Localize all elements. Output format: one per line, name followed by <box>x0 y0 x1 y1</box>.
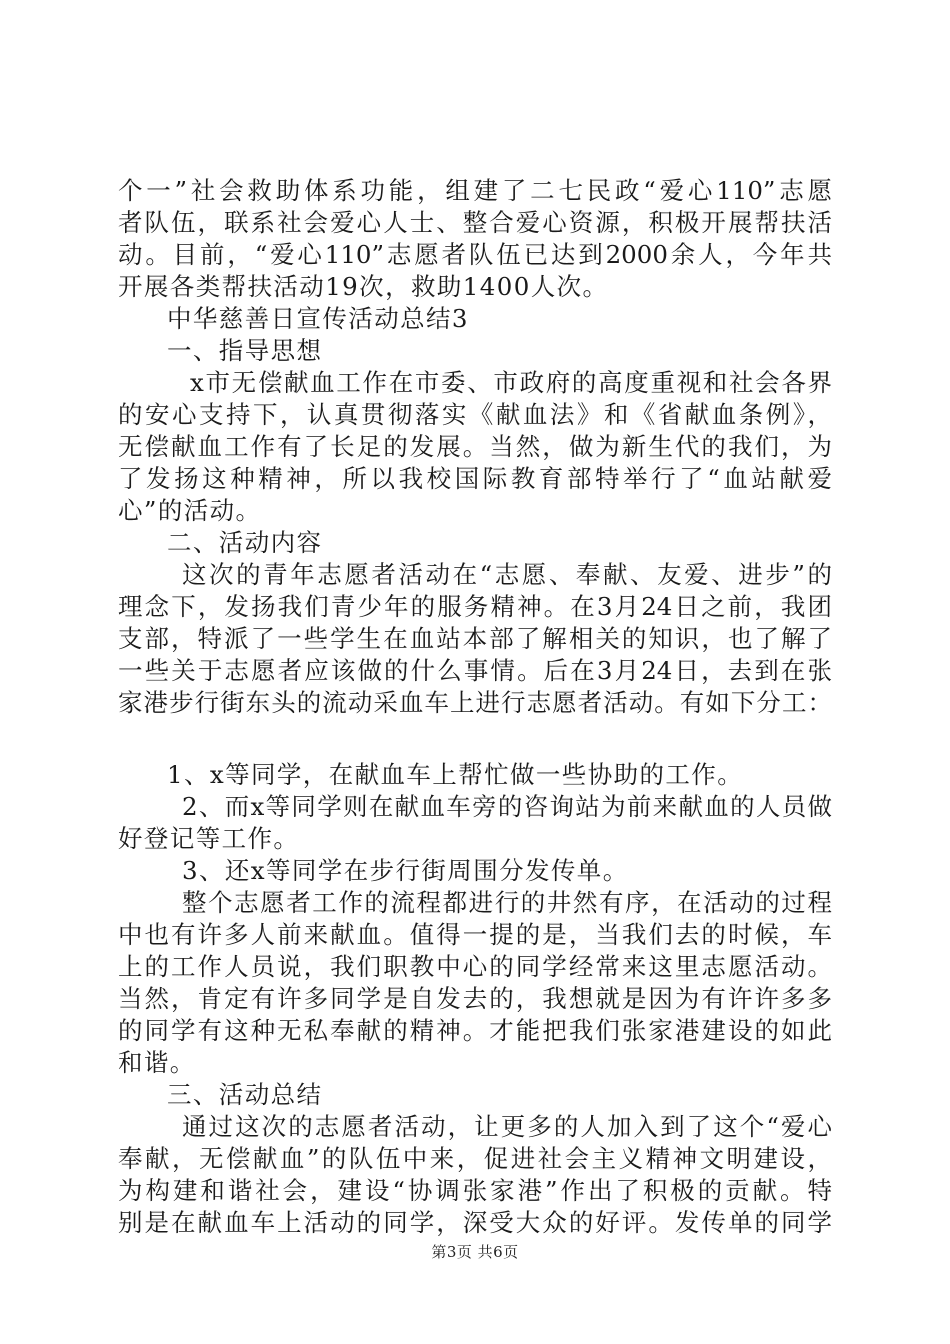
list-item: 2、而x等同学则在献血车旁的咨询站为前来献血的人员做 <box>182 792 832 821</box>
text-line: 通过这次的志愿者活动，让更多的人加入到了这个“爱心 <box>182 1112 832 1141</box>
text-line: 这次的青年志愿者活动在“志愿、奉献、友爱、进步”的 <box>182 560 832 589</box>
text-line: 别是在献血车上活动的同学，深受大众的好评。发传单的同学 <box>118 1208 832 1237</box>
text-line: 个一”社会救助体系功能，组建了二七民政“爱心110”志愿 <box>118 176 832 205</box>
section-title: 中华慈善日宣传活动总结3 <box>167 304 469 333</box>
text-line: x市无偿献血工作在市委、市政府的高度重视和社会各界 <box>190 368 832 397</box>
text-line: 上的工作人员说，我们职教中心的同学经常来这里志愿活动。 <box>118 952 832 981</box>
text-line: 开展各类帮扶活动19次，救助1400人次。 <box>118 272 609 301</box>
section-heading: 二、活动内容 <box>167 528 323 557</box>
text-line: 奉献，无偿献血”的队伍中来，促进社会主义精神文明建设， <box>118 1144 832 1173</box>
text-line: 家港步行街东头的流动采血车上进行志愿者活动。有如下分工： <box>118 688 832 717</box>
section-heading: 三、活动总结 <box>167 1080 323 1109</box>
text-line: 的同学有这种无私奉献的精神。才能把我们张家港建设的如此 <box>118 1016 832 1045</box>
text-line: 当然，肯定有许多同学是自发去的，我想就是因为有许许多多 <box>118 984 832 1013</box>
text-line: 理念下，发扬我们青少年的服务精神。在3月24日之前，我团 <box>118 592 832 621</box>
paragraph-gap <box>118 719 832 759</box>
text-line: 中也有许多人前来献血。值得一提的是，当我们去的时候，车 <box>118 920 832 949</box>
text-line: 了发扬这种精神，所以我校国际教育部特举行了“血站献爱 <box>118 464 832 493</box>
text-line: 好登记等工作。 <box>118 824 300 853</box>
text-line: 心”的活动。 <box>118 496 262 525</box>
text-line: 动。目前，“爱心110”志愿者队伍已达到2000余人，今年共 <box>118 240 832 269</box>
text-line: 支部，特派了一些学生在血站本部了解相关的知识，也了解了 <box>118 624 832 653</box>
text-line: 为构建和谐社会，建设“协调张家港”作出了积极的贡献。特 <box>118 1176 832 1205</box>
list-item: 1、x等同学，在献血车上帮忙做一些协助的工作。 <box>167 760 744 789</box>
document-body <box>118 175 832 1239</box>
text-line: 一些关于志愿者应该做的什么事情。后在3月24日，去到在张 <box>118 656 832 685</box>
text-line: 整个志愿者工作的流程都进行的井然有序，在活动的过程 <box>182 888 832 917</box>
list-item: 3、还x等同学在步行街周围分发传单。 <box>182 856 629 885</box>
text-line: 无偿献血工作有了长足的发展。当然，做为新生代的我们，为 <box>118 432 832 461</box>
text-line: 和谐。 <box>118 1048 196 1077</box>
page-number-footer: 第3页 共6页 <box>431 1243 519 1261</box>
text-line: 者队伍，联系社会爱心人士、整合爱心资源，积极开展帮扶活 <box>118 208 832 237</box>
section-heading: 一、指导思想 <box>167 336 323 365</box>
text-line: 的安心支持下，认真贯彻落实《献血法》和《省献血条例》， <box>118 400 832 429</box>
